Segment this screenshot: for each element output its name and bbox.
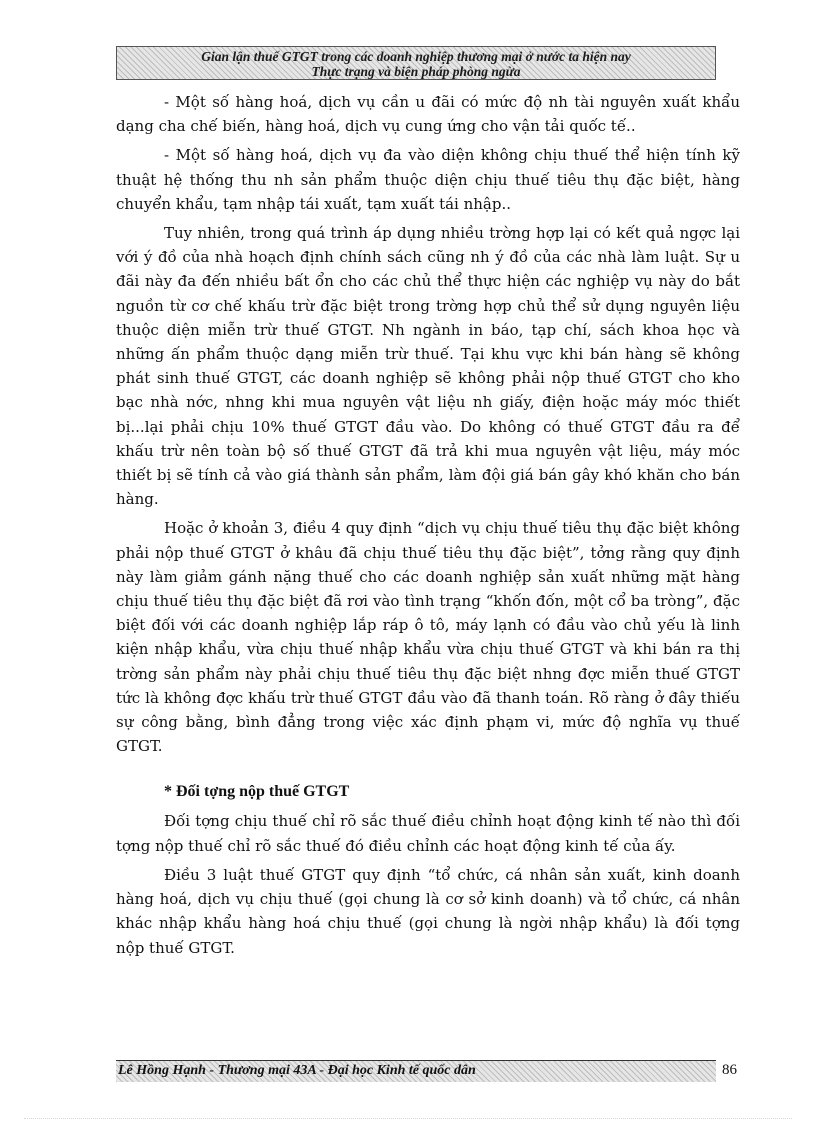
section-paragraph-1: Đối tợng chịu thuế chỉ rõ sắc thuế điều chỉnh hoạt động kinh tế nào thì đối tợng nộp thuế chỉ rõ sắc thuế đó điều chỉnh các hoạt động kinh tế của ấy. <box>116 812 740 855</box>
page-footer <box>116 1060 716 1082</box>
body-paragraph-3: Tuy nhiên, trong quá trình áp dụng nhiều trờng hợp lại có kết quả ngợc lại với ý đồ của nhà hoạch định chính sách cũng nh ý đồ của các nhà làm luật. Sự u đãi này đa đến nhiều bất ổn cho các chủ thể thực hiện các nghiệp vụ này do bắt nguồn từ cơ chế khấu trừ đặc biệt trong trờng hợp chủ thể sử dụng nguyên liệu thuộc diện miễn trừ thuế GTGT. Nh ngành in báo, tạp chí, sách khoa học và những ấn phẩm thuộc dạng miễn trừ thuế. Tại khu vực khi bán hàng sẽ không phát sinh thuế GTGT, các doanh nghiệp sẽ không phải nộp thuế GTGT cho kho bạc nhà nớc, nhng khi mua nguyên vật liệu nh giấy, điện hoặc máy móc thiết bị...lại phải chịu 10% thuế GTGT đầu vào. Do không có thuế GTGT đầu ra để khấu trừ nên toàn bộ số thuế GTGT đã trả khi mua nguyên vật liệu, máy móc thiết bị sẽ tính cả vào giá thành sản phẩm, làm đội giá bán gây khó khăn cho bán hàng. <box>116 224 740 509</box>
header-title-line1: Gian lận thuế GTGT trong các doanh nghiệp thương mại ở nước ta hiện nay <box>201 49 631 64</box>
document-body <box>116 90 740 965</box>
page-header <box>116 46 716 80</box>
section-paragraph-2: Điều 3 luật thuế GTGT quy định “tổ chức, cá nhân sản xuất, kinh doanh hàng hoá, dịch vụ chịu thuế (gọi chung là cơ sở kinh doanh) và tổ chức, cá nhân khác nhập khẩu hàng hoá chịu thuế (gọi chung là ngời nhập khẩu) là đối tợng nộp thuế GTGT. <box>116 865 740 957</box>
body-paragraph-1: - Một số hàng hoá, dịch vụ cần u đãi có mức độ nh tài nguyên xuất khẩu dạng cha chế biến, hàng hoá, dịch vụ cung ứng cho vận tải quốc tế.. <box>116 93 740 136</box>
page-number: 86 <box>722 1062 737 1078</box>
header-title-line2: Thực trạng và biện pháp phòng ngừa <box>311 64 521 79</box>
body-paragraph-2: - Một số hàng hoá, dịch vụ đa vào diện không chịu thuế thể hiện tính kỹ thuật hệ thống thu nh sản phẩm thuộc diện chịu thuế tiêu thụ đặc biệt, hàng chuyển khẩu, tạm nhập tái xuất, tạm xuất tái nhập.. <box>116 146 740 213</box>
bottom-divider <box>24 1118 792 1119</box>
body-paragraph-4: Hoặc ở khoản 3, điều 4 quy định “dịch vụ chịu thuế tiêu thụ đặc biệt không phải nộp thuế GTGT ở khâu đã chịu thuế tiêu thụ đặc biệt”, tởng rằng quy định này làm giảm gánh nặng thuế cho các doanh nghiệp sản xuất những mặt hàng chịu thuế tiêu thụ đặc biệt đã rơi vào tình trạng “khốn đốn, một cổ ba tròng”, đặc biệt đối với các doanh nghiệp lắp ráp ô tô, máy lạnh có đầu vào chủ yếu là linh kiện nhập khẩu, vừa chịu thuế nhập khẩu vừa chịu thuế GTGT và khi bán ra thị trờng sản phẩm này phải chịu thuế tiêu thụ đặc biệt nhng đợc miễn thuế GTGT tức là không đợc khấu trừ thuế GTGT đầu vào đã thanh toán. Rõ ràng ở đây thiếu sự công bằng, bình đẳng trong việc xác định phạm vi, mức độ nghĩa vụ thuế GTGT. <box>116 519 740 756</box>
footer-author-line: Lê Hồng Hạnh - Thương mại 43A - Đại học Kinh tế quốc dân <box>118 1063 476 1078</box>
section-heading: * Đối tợng nộp thuế GTGT <box>164 783 350 801</box>
